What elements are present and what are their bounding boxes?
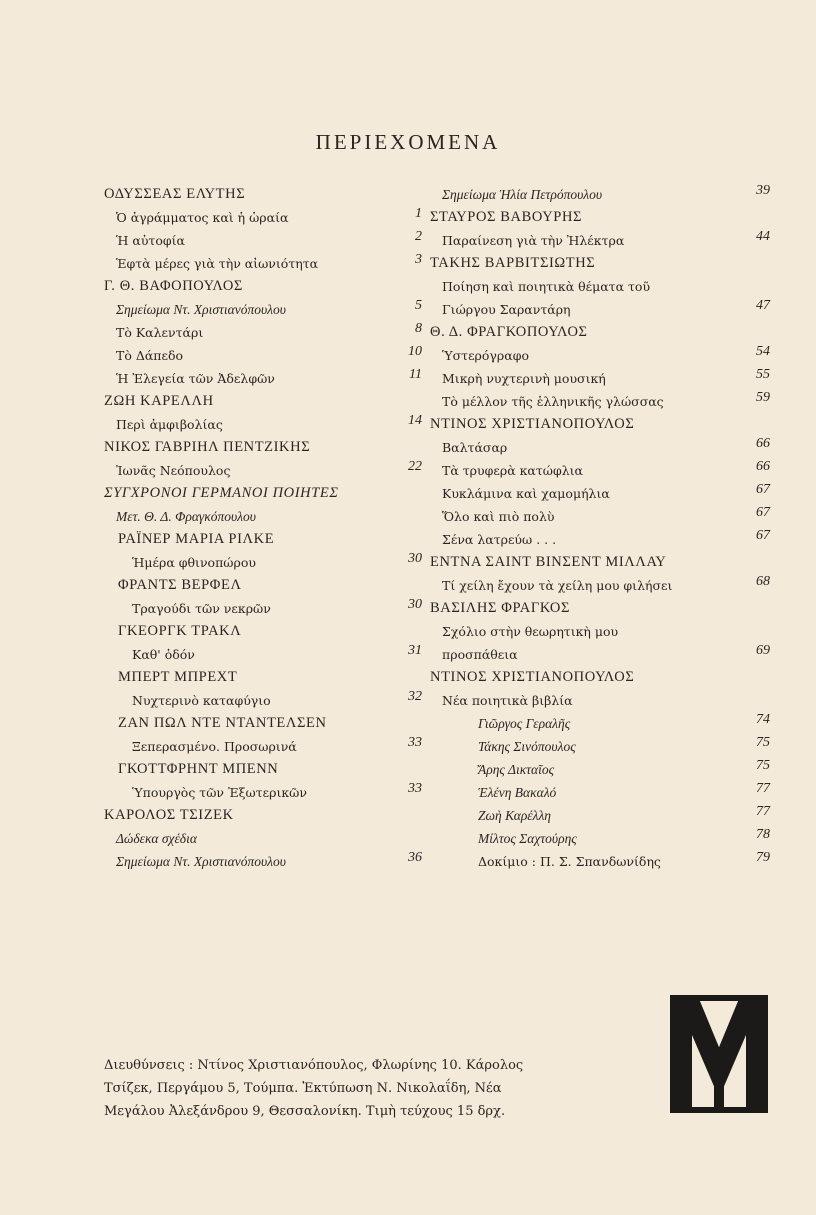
toc-entry-title: Ἡ Ἐλεγεία τῶν Ἀδελφῶν xyxy=(116,371,275,386)
toc-entry xyxy=(430,781,770,804)
toc-entry-page: 5 xyxy=(415,298,422,313)
toc-entry-page: 69 xyxy=(756,643,770,658)
toc-entry-page: 77 xyxy=(756,781,770,796)
toc-section xyxy=(430,551,770,597)
toc-entry-page: 79 xyxy=(756,850,770,865)
toc-entry-page: 31 xyxy=(408,643,422,658)
toc-entry-title: Βαλτάσαρ xyxy=(442,440,508,455)
toc-entry xyxy=(430,712,770,735)
toc-entry-title: Τὸ Δάπεδο xyxy=(116,348,184,363)
address-block xyxy=(104,1054,634,1123)
toc-entry-page: 32 xyxy=(408,689,422,704)
toc-author: ΖΩΗ ΚΑΡΕΛΛΗ xyxy=(104,393,214,409)
toc-section xyxy=(104,390,422,436)
toc-entry-title: Νυχτερινὸ καταφύγιο xyxy=(132,693,271,708)
toc-entry-title: Δοκίμιο : Π. Σ. Σπανδωνίδης xyxy=(478,854,661,869)
toc-entry-page: 75 xyxy=(756,758,770,773)
toc-entry-title: Περὶ ἀμφιβολίας xyxy=(116,417,223,432)
toc-entry xyxy=(104,735,422,758)
toc-entry xyxy=(104,781,422,804)
toc-entry xyxy=(430,735,770,758)
toc-entry-title: Ὑπουργὸς τῶν Ἐξωτερικῶν xyxy=(132,785,307,800)
toc-entry xyxy=(430,275,770,298)
toc-author: ΝΙΚΟΣ ΓΑΒΡΙΗΛ ΠΕΝΤΖΙΚΗΣ xyxy=(104,439,311,455)
toc-entry xyxy=(430,574,770,597)
toc-entry-title: Μίλτος Σαχτούρης xyxy=(478,831,577,846)
toc-entry-page: 3 xyxy=(415,252,422,267)
toc-entry-title: Μικρὴ νυχτερινὴ μουσική xyxy=(442,371,606,386)
toc-entry xyxy=(104,206,422,229)
toc-entry-title: Ζωὴ Καρέλλη xyxy=(478,808,552,823)
toc-entry xyxy=(104,827,422,850)
toc-author: ΒΑΣΙΛΗΣ ΦΡΑΓΚΟΣ xyxy=(430,600,571,616)
toc-section xyxy=(104,275,422,390)
toc-author: ΝΤΙΝΟΣ ΧΡΙΣΤΙΑΝΟΠΟΥΛΟΣ xyxy=(430,416,635,432)
toc-entry-title: Κυκλάμινα καὶ χαμομήλια xyxy=(442,486,610,501)
toc-entry-title: Τὸ μέλλον τῆς ἑλληνικῆς γλώσσας xyxy=(442,394,664,409)
toc-entry xyxy=(104,252,422,275)
toc-section xyxy=(104,183,422,275)
toc-entry-page: 77 xyxy=(756,804,770,819)
toc-section xyxy=(104,804,422,873)
toc-entry xyxy=(430,367,770,390)
toc-entry-title: προσπάθεια xyxy=(442,647,518,662)
toc-section xyxy=(430,206,770,252)
toc-entry xyxy=(430,505,770,528)
toc-entry-page: 22 xyxy=(408,459,422,474)
toc-entry-title: Ἑλένη Βακαλό xyxy=(478,785,557,800)
toc-entry xyxy=(430,344,770,367)
toc-entry xyxy=(104,643,422,666)
toc-entry-title: Σχόλιο στὴν θεωρητικὴ μου xyxy=(442,624,619,639)
toc-entry xyxy=(104,367,422,390)
toc-entry xyxy=(104,229,422,252)
toc-section xyxy=(430,413,770,551)
toc-entry xyxy=(104,850,422,873)
toc-entry-page: 36 xyxy=(408,850,422,865)
toc-entry-title: Ἡ αὐτοφία xyxy=(116,233,185,248)
toc-entry-page: 10 xyxy=(408,344,422,359)
toc-entry xyxy=(430,298,770,321)
toc-entry-title: Τί χείλη ἔχουν τὰ χείλη μου φιλήσει xyxy=(442,578,673,593)
toc-entry-page: 39 xyxy=(756,183,770,198)
toc-author: ΚΑΡΟΛΟΣ ΤΣΙΖΕΚ xyxy=(104,807,234,823)
toc-entry-page: 68 xyxy=(756,574,770,589)
toc-entry xyxy=(430,390,770,413)
toc-entry-title: Τραγούδι τῶν νεκρῶν xyxy=(132,601,271,616)
toc-entry-page: 44 xyxy=(756,229,770,244)
toc-author: Γ. Θ. ΒΑΦΟΠΟΥΛΟΣ xyxy=(104,278,243,294)
toc-entry xyxy=(104,551,422,574)
toc-entry xyxy=(430,620,770,643)
toc-entry xyxy=(104,298,422,321)
toc-entry-title: Σημείωμα Ἡλία Πετρόπουλου xyxy=(442,187,603,202)
toc-entry-title: Ἰωνᾶς Νεόπουλος xyxy=(116,463,231,478)
toc-entry-title: Σένα λατρεύω . . . xyxy=(442,532,557,547)
journal-logo-icon xyxy=(670,995,768,1113)
toc-entry-page: 2 xyxy=(415,229,422,244)
toc-entry xyxy=(430,758,770,781)
toc-entry-title: Γιῶργος Γεραλῆς xyxy=(478,716,571,731)
toc-entry xyxy=(430,827,770,850)
toc-section xyxy=(430,252,770,321)
toc-entry-title: Ἄρης Δικταῖος xyxy=(478,762,555,777)
toc-entry-page: 1 xyxy=(415,206,422,221)
toc-author: ΓΚΟΤΤΦΡΗΝΤ ΜΠΕΝΝ xyxy=(118,761,279,777)
toc-section xyxy=(104,620,422,666)
toc-section xyxy=(430,666,770,873)
toc-entry xyxy=(430,183,770,206)
toc-entry-page: 67 xyxy=(756,482,770,497)
toc-entry-page: 14 xyxy=(408,413,422,428)
toc-entry-page: 66 xyxy=(756,459,770,474)
toc-entry xyxy=(104,321,422,344)
toc-author: ΖΑΝ ΠΩΛ ΝΤΕ ΝΤΑΝΤΕΛΣΕΝ xyxy=(118,715,327,731)
toc-entry-title: Τάκης Σινόπουλος xyxy=(478,739,576,754)
toc-entry-page: 55 xyxy=(756,367,770,382)
toc-entry-title: Δώδεκα σχέδια xyxy=(116,831,197,846)
toc-entry-title: Ἡμέρα φθινοπώρου xyxy=(132,555,256,570)
toc-section xyxy=(430,321,770,413)
address-line: Τσίζεκ, Περγάμου 5, Τούμπα. Ἐκτύπωση Ν. Νικολαΐδη, Νέα xyxy=(104,1081,502,1096)
toc-entry-title: Ὅλο καὶ πιὸ πολὺ xyxy=(442,509,555,524)
toc-entry-page: 78 xyxy=(756,827,770,842)
toc-section xyxy=(104,666,422,712)
right-column xyxy=(430,183,770,873)
toc-entry-title: Τὰ τρυφερὰ κατώφλια xyxy=(442,463,583,478)
toc-entry-page: 54 xyxy=(756,344,770,359)
toc-entry-title: Σημείωμα Ντ. Χριστιανόπουλου xyxy=(116,302,286,317)
toc-author: ΟΔΥΣΣΕΑΣ ΕΛΥΤΗΣ xyxy=(104,186,246,202)
toc-entry-title: Ἑφτὰ μέρες γιὰ τὴν αἰωνιότητα xyxy=(116,256,319,271)
toc-entry-page: 30 xyxy=(408,597,422,612)
toc-section xyxy=(430,597,770,666)
toc-entry-title: Ξεπερασμένο. Προσωρινά xyxy=(132,739,297,754)
toc-entry-page: 33 xyxy=(408,735,422,750)
toc-entry-page: 67 xyxy=(756,505,770,520)
toc-entry-page: 8 xyxy=(415,321,422,336)
toc-entry-title: Σημείωμα Ντ. Χριστιανόπουλου xyxy=(116,854,286,869)
toc-entry-title: Νέα ποιητικὰ βιβλία xyxy=(442,693,573,708)
toc-entry xyxy=(104,413,422,436)
toc-section xyxy=(104,528,422,574)
toc-section xyxy=(104,712,422,758)
toc-entry-page: 30 xyxy=(408,551,422,566)
toc-entry-page: 74 xyxy=(756,712,770,727)
toc-entry xyxy=(430,643,770,666)
toc-entry xyxy=(104,459,422,482)
toc-entry-page: 59 xyxy=(756,390,770,405)
toc-entry xyxy=(430,436,770,459)
address-line: Διευθύνσεις : Ντίνος Χριστιανόπουλος, Φλωρίνης 10. Κάρολος xyxy=(104,1058,524,1073)
toc-entry xyxy=(104,505,422,528)
toc-entry xyxy=(430,528,770,551)
toc-entry xyxy=(430,459,770,482)
toc-entry-title: Ὑστερόγραφο xyxy=(442,348,529,363)
address-line: Μεγάλου Ἀλεξάνδρου 9, Θεσσαλονίκη. Τιμὴ τεύχους 15 δρχ. xyxy=(104,1104,506,1119)
toc-entry xyxy=(104,689,422,712)
toc-entry xyxy=(430,804,770,827)
toc-entry-title: Μετ. Θ. Δ. Φραγκόπουλου xyxy=(116,509,256,524)
left-column xyxy=(104,183,422,873)
toc-author: ΦΡΑΝΤΣ ΒΕΡΦΕΛ xyxy=(118,577,242,593)
toc-entry-title: Ποίηση καὶ ποιητικὰ θέματα τοῦ xyxy=(442,279,651,294)
toc-entry-page: 67 xyxy=(756,528,770,543)
toc-entry-title: Τὸ Καλεντάρι xyxy=(116,325,204,340)
toc-author: ΕΝΤΝΑ ΣΑΙΝΤ ΒΙΝΣΕΝΤ ΜΙΛΛΑΥ xyxy=(430,554,667,570)
toc-section xyxy=(104,758,422,804)
toc-section xyxy=(104,574,422,620)
toc-entry xyxy=(430,229,770,252)
toc-section xyxy=(430,183,770,206)
toc-entry-page: 47 xyxy=(756,298,770,313)
toc-author: ΝΤΙΝΟΣ ΧΡΙΣΤΙΑΝΟΠΟΥΛΟΣ xyxy=(430,669,635,685)
page-title: ΠΕΡΙΕΧΟΜΕΝΑ xyxy=(315,130,501,154)
toc-entry-page: 66 xyxy=(756,436,770,451)
toc-author: ΜΠΕΡΤ ΜΠΡΕΧΤ xyxy=(118,669,238,685)
toc-entry-title: Γιώργου Σαραντάρη xyxy=(442,302,571,317)
toc-entry-page: 75 xyxy=(756,735,770,750)
toc-author: ΣΥΓΧΡΟΝΟΙ ΓΕΡΜΑΝΟΙ ΠΟΙΗΤΕΣ xyxy=(104,485,339,501)
toc-author: ΤΑΚΗΣ ΒΑΡΒΙΤΣΙΩΤΗΣ xyxy=(430,255,596,271)
toc-entry-page: 11 xyxy=(409,367,422,382)
toc-entry xyxy=(104,344,422,367)
toc-section xyxy=(104,482,422,528)
toc-entry xyxy=(430,482,770,505)
toc-section xyxy=(104,436,422,482)
toc-author: ΓΚΕΟΡΓΚ ΤΡΑΚΛ xyxy=(118,623,242,639)
toc-entry xyxy=(104,597,422,620)
toc-entry-title: Ὁ ἀγράμματος καὶ ἡ ὡραία xyxy=(116,210,289,225)
toc-entry-title: Καθ' ὁδόν xyxy=(132,647,195,662)
toc-entry xyxy=(430,689,770,712)
toc-author: ΣΤΑΥΡΟΣ ΒΑΒΟΥΡΗΣ xyxy=(430,209,583,225)
toc-entry-page: 33 xyxy=(408,781,422,796)
toc-entry xyxy=(430,850,770,873)
toc-author: Θ. Δ. ΦΡΑΓΚΟΠΟΥΛΟΣ xyxy=(430,324,588,340)
toc-entry-title: Παραίνεση γιὰ τὴν Ἠλέκτρα xyxy=(442,233,625,248)
toc-author: ΡΑΪΝΕΡ ΜΑΡΙΑ ΡΙΛΚΕ xyxy=(118,531,275,547)
